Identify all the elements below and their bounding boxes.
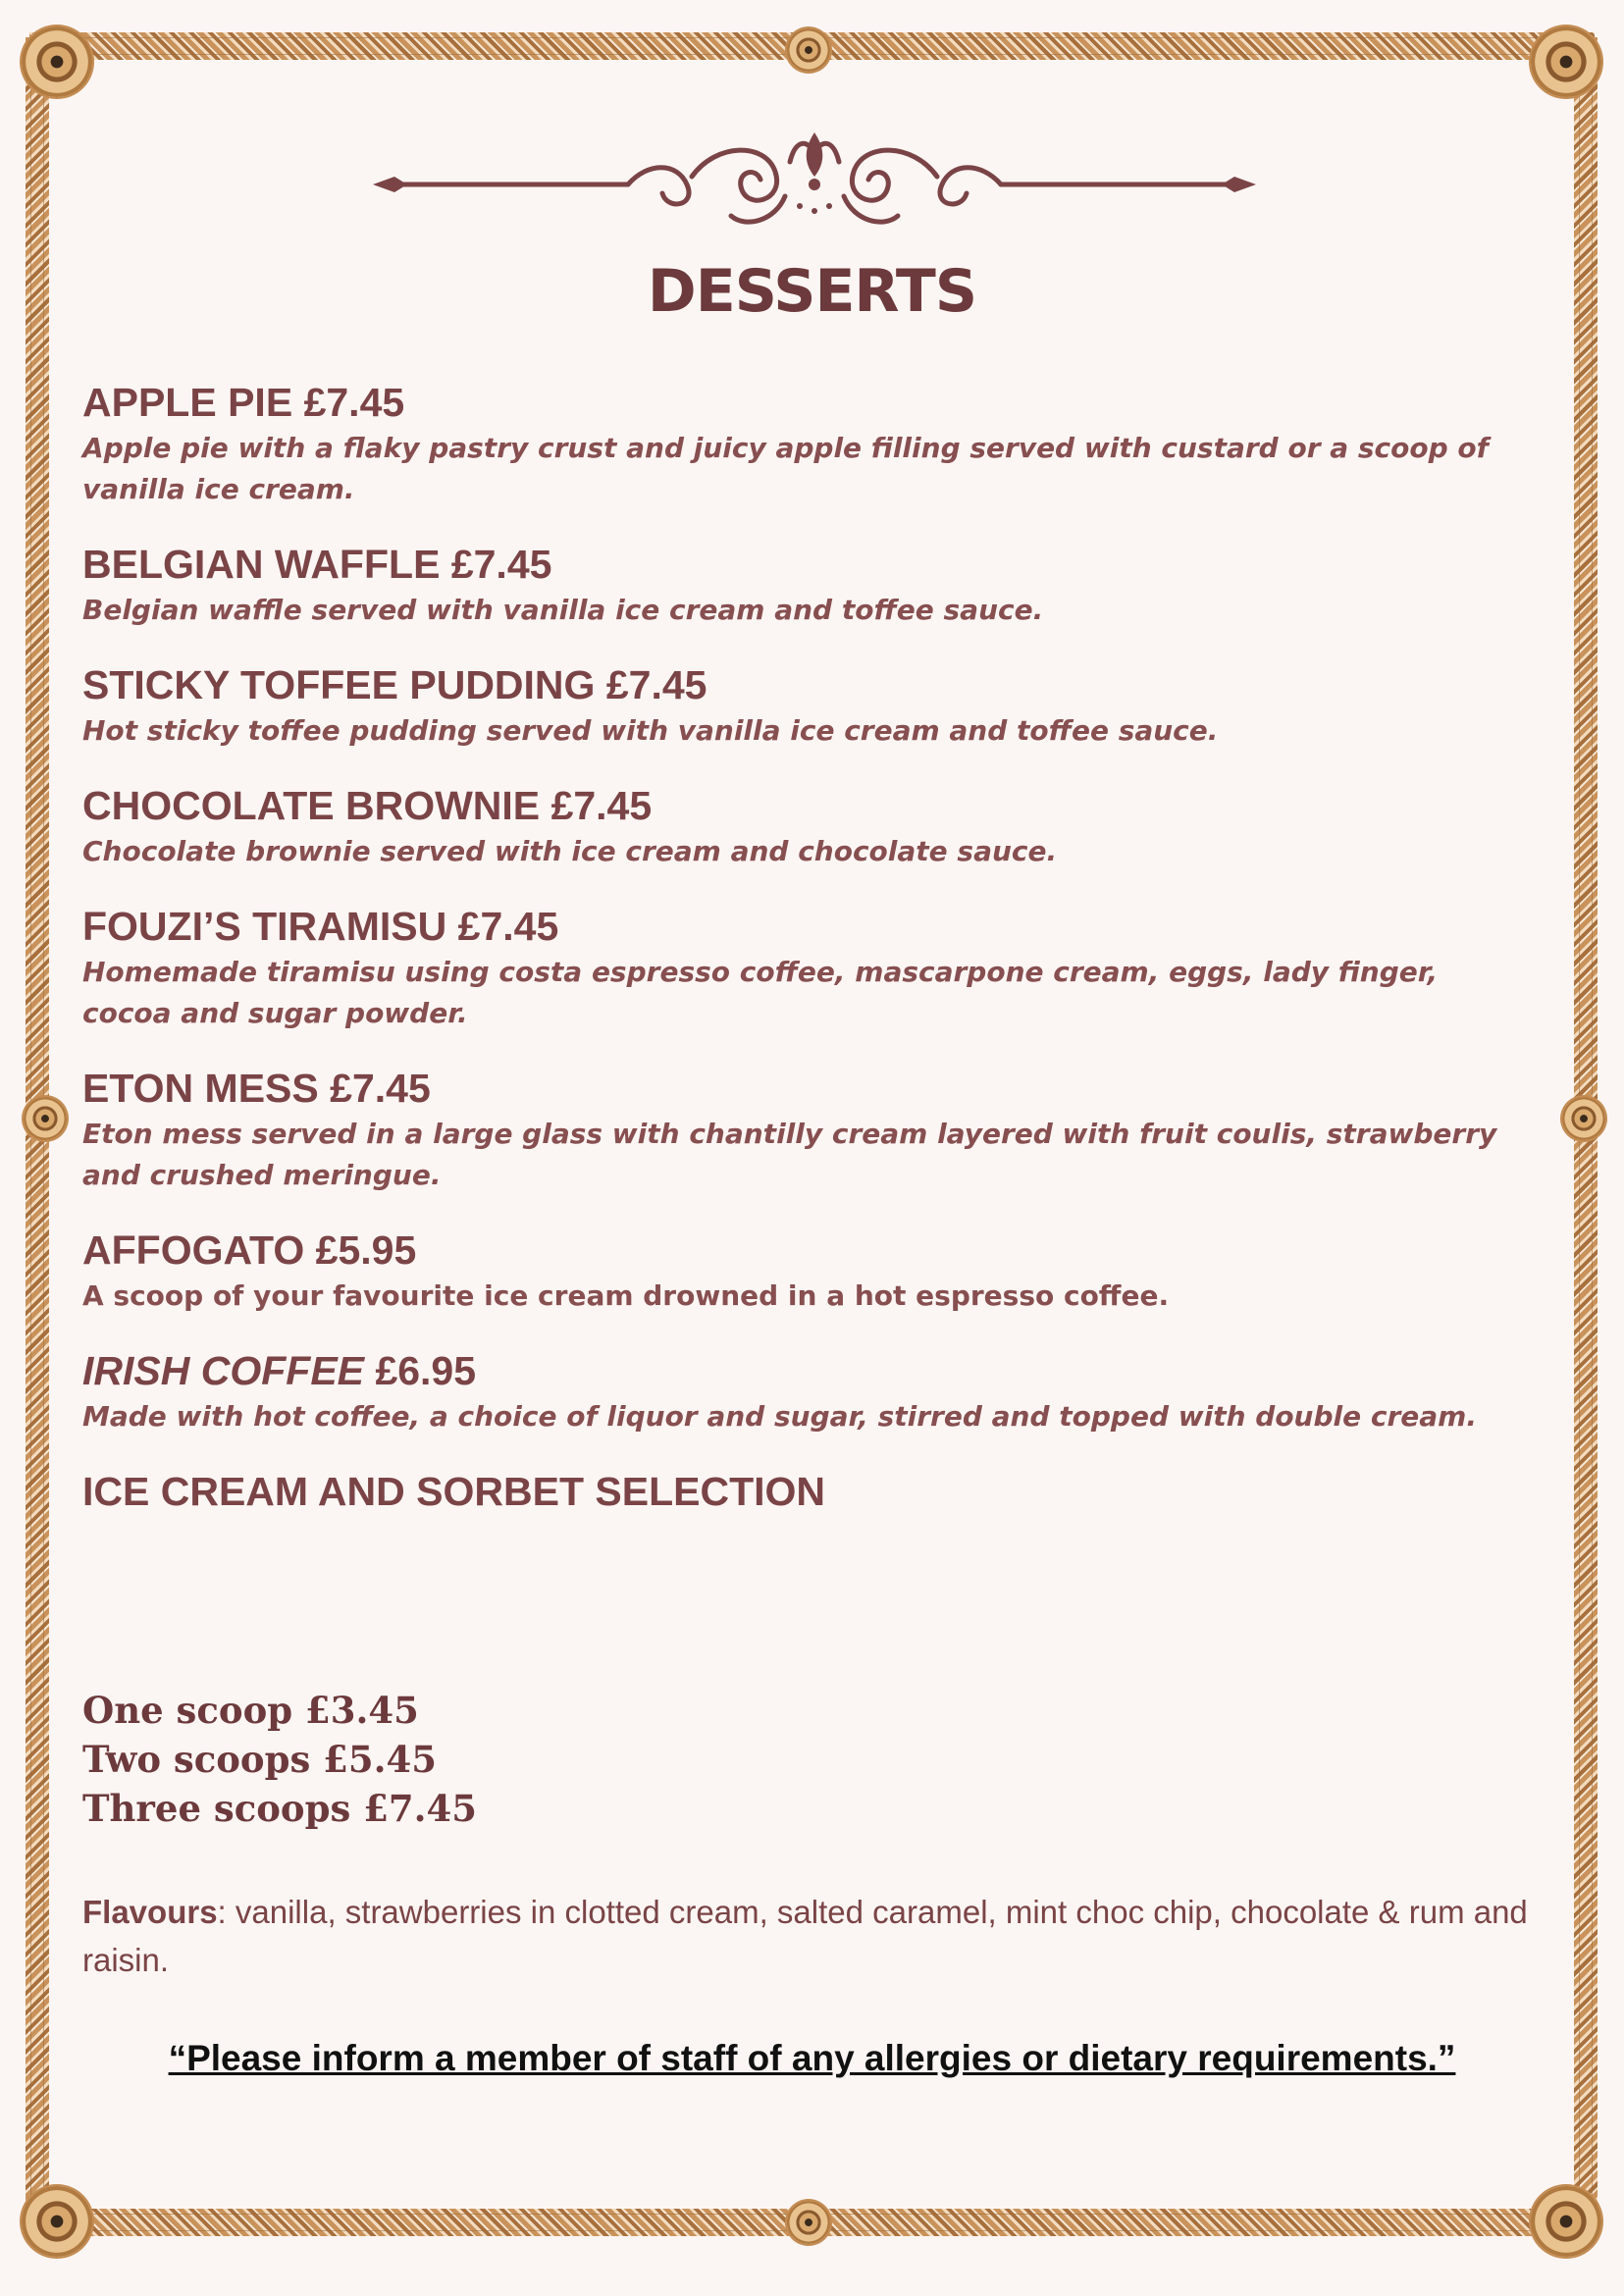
item-name: FOUZI’S TIRAMISU (82, 904, 447, 949)
item-name: CHOCOLATE BROWNIE (82, 783, 541, 828)
item-name: AFFOGATO (82, 1227, 305, 1273)
item-price: £5.95 (315, 1227, 417, 1273)
item-description: Eton mess served in a large glass with chantilly cream layered with fruit coulis, strawberry and crushed meringue. (82, 1118, 1497, 1191)
corner-medallion-top-right (1531, 26, 1601, 97)
item-description: Chocolate brownie served with ice cream and chocolate sauce. (82, 835, 1058, 867)
item-name: BELGIAN WAFFLE (82, 542, 441, 587)
item-name: STICKY TOFFEE PUDDING (82, 662, 596, 707)
item-description: Belgian waffle served with vanilla ice cream and toffee sauce. (82, 594, 1044, 626)
menu-item-belgian-waffle (82, 539, 1535, 631)
item-heading (82, 539, 1535, 590)
menu-item-tiramisu (82, 901, 1535, 1034)
item-price: £7.45 (330, 1066, 431, 1111)
edge-medallion-top (787, 28, 830, 72)
flavours-label: Flavours (82, 1894, 218, 1930)
menu-item-sticky-toffee-pudding (82, 659, 1535, 752)
flourish-ornament-icon (353, 123, 1276, 245)
item-price: £7.45 (303, 380, 405, 425)
item-description: Apple pie with a flaky pastry crust and juicy apple filling served with custard or a scoop of vanilla ice cream. (82, 432, 1489, 505)
item-heading (82, 1345, 1535, 1396)
item-description: A scoop of your favourite ice cream drowned in a hot espresso coffee. (82, 1279, 1170, 1312)
item-description: Hot sticky toffee pudding served with vanilla ice cream and toffee sauce. (82, 714, 1219, 747)
edge-medallion-right (1562, 1097, 1605, 1140)
menu-title: DESSERTS (647, 257, 977, 326)
corner-medallion-top-left (22, 26, 92, 97)
menu-item-eton-mess (82, 1063, 1535, 1196)
item-price: £7.45 (457, 904, 559, 949)
menu-item-affogato (82, 1225, 1535, 1317)
item-heading (82, 901, 1535, 952)
item-heading (82, 659, 1535, 710)
item-name: APPLE PIE (82, 380, 293, 425)
scoop-price-list (82, 1686, 477, 1833)
item-price: £7.45 (550, 783, 653, 828)
item-description: Homemade tiramisu using costa espresso coffee, mascarpone cream, eggs, lady finger, cocoa and sugar powder. (82, 956, 1439, 1029)
menu-item-chocolate-brownie (82, 780, 1535, 872)
ice-cream-section (82, 1466, 1535, 1517)
ice-cream-heading: ICE CREAM AND SORBET SELECTION (82, 1469, 826, 1514)
item-name: IRISH COFFEE (82, 1348, 365, 1393)
edge-medallion-bottom (787, 2201, 830, 2244)
item-price: £7.45 (450, 542, 552, 587)
corner-medallion-bottom-left (22, 2186, 92, 2257)
menu-item-apple-pie (82, 377, 1535, 510)
item-heading (82, 1225, 1535, 1276)
item-heading (82, 780, 1535, 831)
item-name: ETON MESS (82, 1066, 319, 1111)
allergy-notice: “Please inform a member of staff of any allergies or dietary requirements.” (168, 2038, 1456, 2078)
item-price: £7.45 (605, 662, 707, 707)
item-heading (82, 377, 1535, 428)
item-price: £6.95 (375, 1348, 477, 1393)
menu-item-irish-coffee (82, 1345, 1535, 1437)
scoop-price: Three scoops £7.45 (82, 1787, 478, 1830)
corner-medallion-bottom-right (1531, 2186, 1601, 2257)
flavours-list (82, 1888, 1535, 1984)
item-heading (82, 1063, 1535, 1114)
item-description: Made with hot coffee, a choice of liquor and sugar, stirred and topped with double cream. (82, 1400, 1477, 1433)
scoop-price: One scoop £3.45 (82, 1689, 419, 1732)
flavours-text: : vanilla, strawberries in clotted cream, salted caramel, mint choc chip, chocolate & rum and raisin. (82, 1894, 1528, 1978)
scoop-price: Two scoops £5.45 (82, 1738, 438, 1781)
edge-medallion-left (24, 1097, 67, 1140)
dessert-list (82, 377, 1535, 1517)
